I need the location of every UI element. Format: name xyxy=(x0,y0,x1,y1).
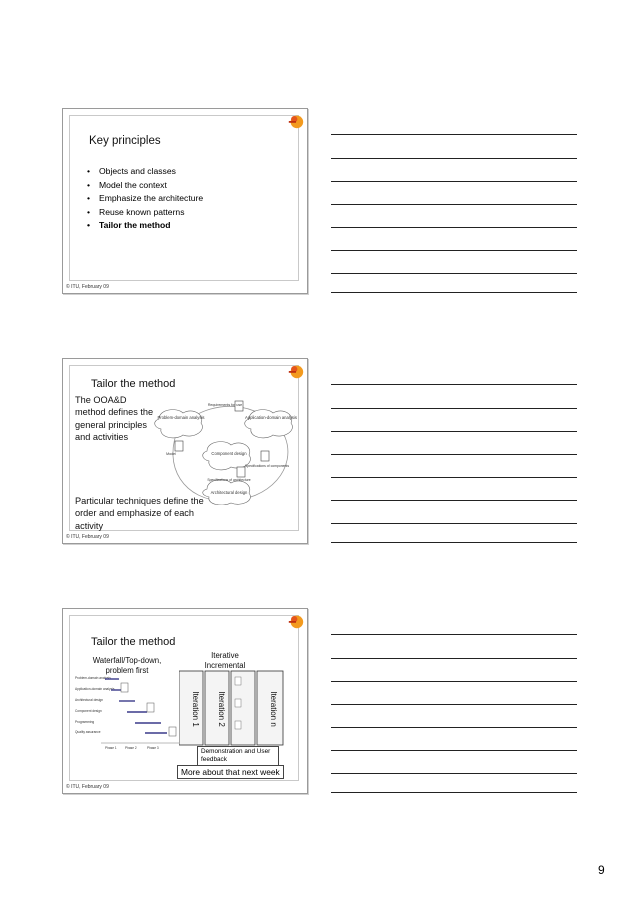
phase-label: Quality assurance xyxy=(75,730,101,734)
notes-line xyxy=(331,431,577,432)
iteration-label: Iteration 2 xyxy=(217,691,226,727)
bullet-item: • Tailor the method xyxy=(87,219,203,233)
label-model: Model xyxy=(166,452,176,456)
notes-line xyxy=(331,773,577,774)
notes-line xyxy=(331,227,577,228)
slide-3 xyxy=(62,608,308,794)
label-spec-comp: Specifications of components xyxy=(244,464,290,468)
notes-line xyxy=(331,273,577,274)
cloud-application xyxy=(245,410,293,438)
bullet-item: • Reuse known patterns xyxy=(87,206,203,220)
slide-title: Key principles xyxy=(89,135,161,147)
next-week-callout: More about that next week xyxy=(177,765,284,779)
phase-axis-label: Phase 2 xyxy=(125,746,137,750)
phase-axis-label: Phase 1 xyxy=(105,746,117,750)
iteration-panel xyxy=(179,671,203,745)
ooad-cycle-diagram xyxy=(149,397,297,505)
notes-line xyxy=(331,408,577,409)
label-reqs: Requirements for use xyxy=(207,403,243,407)
slide-footer: © ITU, February 09 xyxy=(66,284,109,290)
bullet-item: • Emphasize the architecture xyxy=(87,192,203,206)
iteration-panel xyxy=(257,671,283,745)
cloud-problem xyxy=(155,410,203,438)
itu-logo-icon xyxy=(287,112,305,130)
label-problem: Problem-domain analysis xyxy=(157,415,205,420)
notes-line xyxy=(331,658,577,659)
doc-model-icon xyxy=(175,441,183,451)
bullet-list xyxy=(87,165,203,233)
label-architecture: Architectural design xyxy=(210,490,248,495)
slide-title: Tailor the method xyxy=(91,378,176,390)
doc-spec-arch-icon xyxy=(237,467,245,477)
notes-line xyxy=(331,750,577,751)
top-text: The OOA&D method defines the general principles and activities xyxy=(75,395,154,443)
page-number: 9 xyxy=(598,863,605,877)
notes-line xyxy=(331,384,577,385)
waterfall-diagram xyxy=(75,675,185,751)
slide-1 xyxy=(62,108,308,294)
phase-label: Problem-domain analysis xyxy=(75,676,111,680)
phase-label: Component design xyxy=(75,709,102,713)
phase-label: Architectural design xyxy=(75,698,103,702)
notes-line xyxy=(331,727,577,728)
iterative-label: Iterative Incremental xyxy=(204,651,246,670)
notes-line xyxy=(331,454,577,455)
iteration-label: Iteration n xyxy=(269,691,278,727)
label-application: Application-domain analysis xyxy=(245,415,297,420)
iteration-panel xyxy=(231,671,255,745)
notes-line xyxy=(331,542,577,543)
notes-line xyxy=(331,500,577,501)
slide-2 xyxy=(62,358,308,544)
feedback-callout: Demonstration and User feedback xyxy=(197,746,279,766)
slide-footer: © ITU, February 09 xyxy=(66,534,109,540)
notes-line xyxy=(331,523,577,524)
notes-line xyxy=(331,634,577,635)
iteration-label: Iteration 1 xyxy=(191,691,200,727)
slide-title: Tailor the method xyxy=(91,636,176,648)
notes-line xyxy=(331,181,577,182)
phase-axis-label: Phase 3 xyxy=(147,746,159,750)
waterfall-label: Waterfall/Top-down, problem first xyxy=(92,656,162,675)
notes-line xyxy=(331,158,577,159)
bottom-text: Particular techniques define the order and emphasize of each activity xyxy=(75,496,204,531)
bullet-item: • Model the context xyxy=(87,179,203,193)
notes-line xyxy=(331,681,577,682)
itu-logo-icon xyxy=(287,362,305,380)
notes-line xyxy=(331,704,577,705)
slide-footer: © ITU, February 09 xyxy=(66,784,109,790)
notes-line xyxy=(331,250,577,251)
notes-line xyxy=(331,292,577,293)
phase-label: Application-domain analysis xyxy=(75,687,115,691)
iterative-diagram xyxy=(179,669,291,747)
itu-logo-icon xyxy=(287,612,305,630)
label-component: Component design xyxy=(211,451,247,456)
notes-line xyxy=(331,204,577,205)
notes-line xyxy=(331,792,577,793)
notes-line xyxy=(331,134,577,135)
iteration-panel xyxy=(205,671,229,745)
bullet-item: • Objects and classes xyxy=(87,165,203,179)
phase-label: Programming xyxy=(75,720,95,724)
doc-spec-comp-icon xyxy=(261,451,269,461)
label-spec-arch: Specifications of architecture xyxy=(207,478,251,482)
notes-line xyxy=(331,477,577,478)
